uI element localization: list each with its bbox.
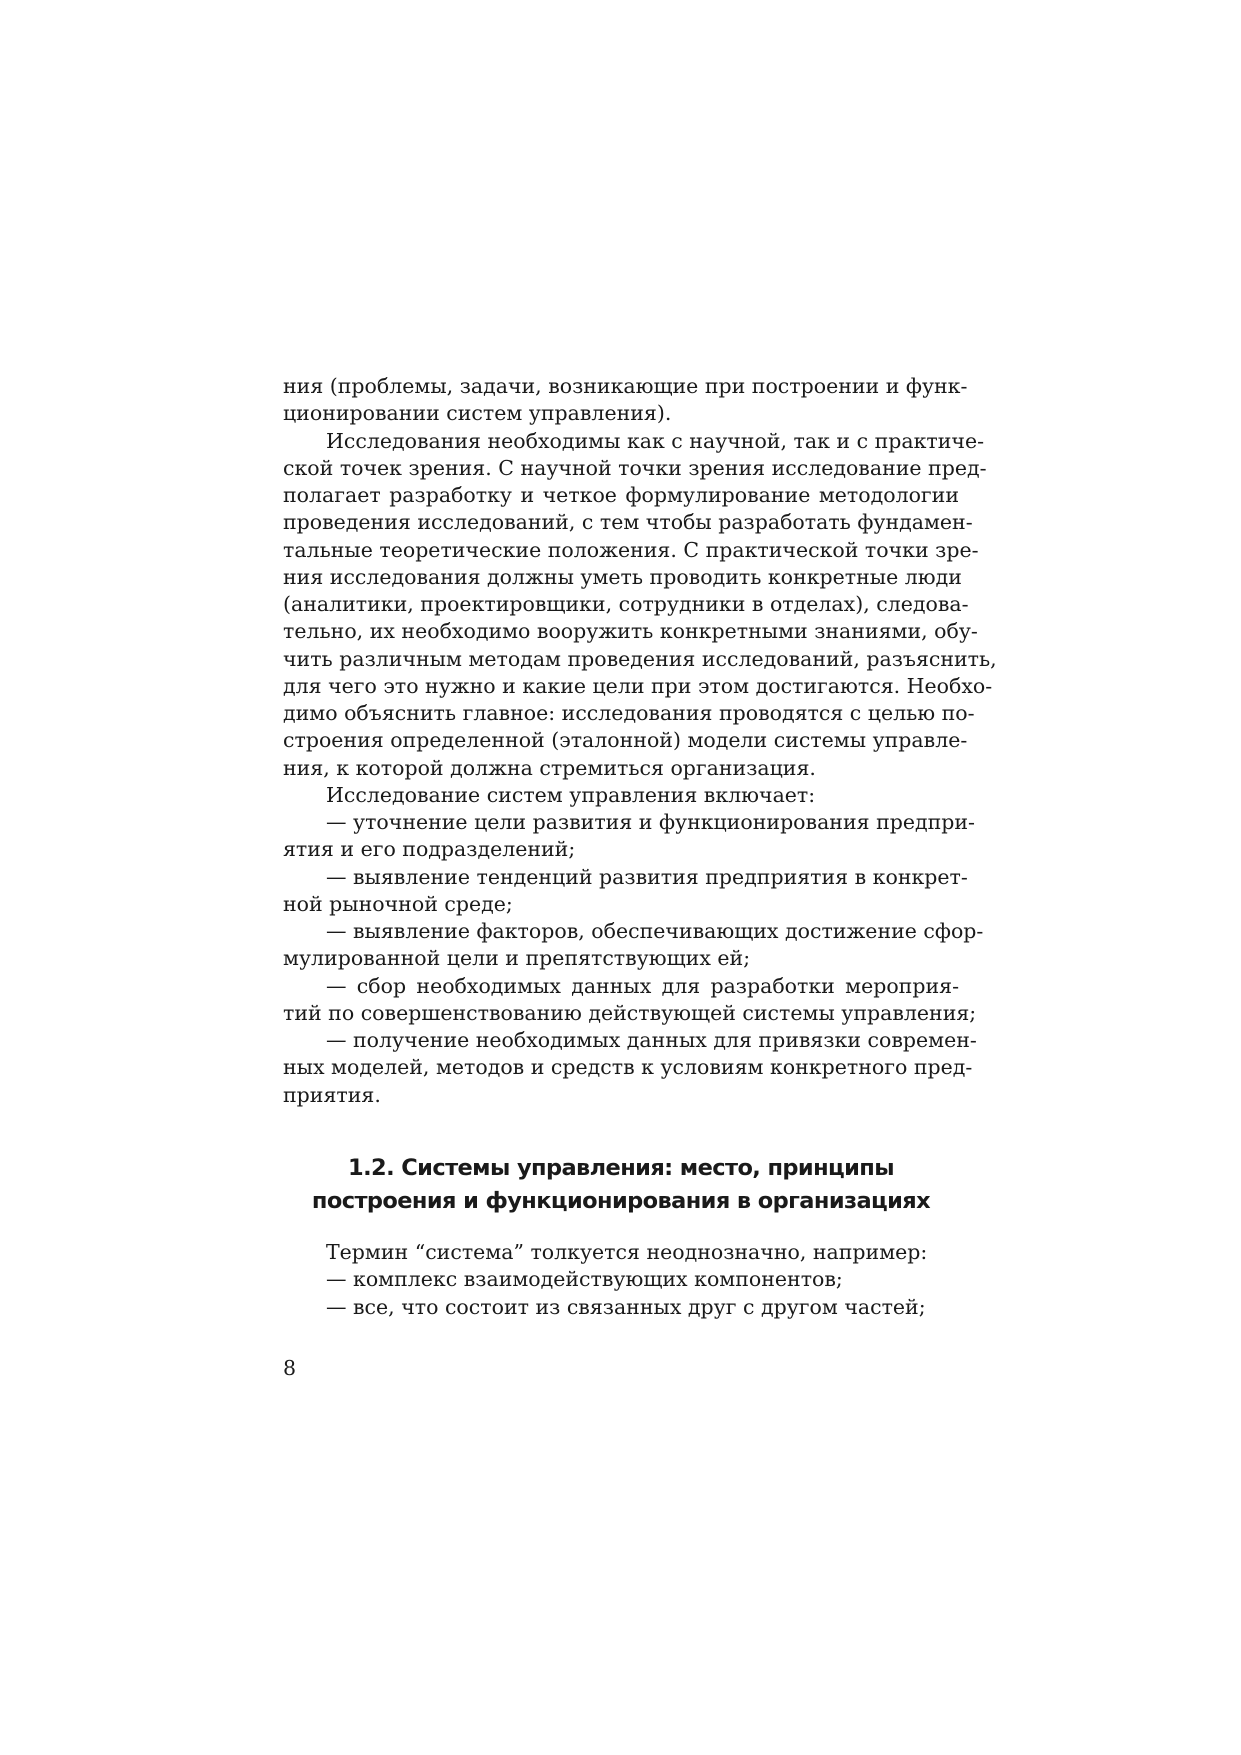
- text-line: Термин “система” толкуется неоднозначно, например:: [326, 1240, 928, 1264]
- text-line: (аналитики, проектировщики, сотрудники в отделах), следова-: [283, 592, 969, 616]
- text-line: димо объяснить главное: исследования проводятся с целью по-: [283, 701, 975, 725]
- text-line: Исследования необходимы как с научной, так и с практиче-: [326, 428, 985, 453]
- text-line: ятия и его подразделений;: [283, 837, 576, 862]
- text-line: проведения исследований, с тем чтобы разработать фундамен-: [283, 510, 973, 535]
- text-line: — сбор необходимых данных для разработки мероприя-: [326, 973, 959, 998]
- text-line: чить различным методам проведения исследований, разъяснить,: [283, 646, 997, 671]
- text-line: ния, к которой должна стремиться организация.: [283, 755, 816, 780]
- body-text-block-1: [283, 373, 997, 1109]
- text-line: ния (проблемы, задачи, возникающие при построении и функ-: [283, 374, 968, 398]
- section-heading-line-1: 1.2. Системы управления: место, принципы: [348, 1155, 894, 1181]
- text-line: ской точек зрения. С научной точки зрения исследование пред-: [283, 455, 987, 480]
- text-line: — все, что состоит из связанных друг с другом частей;: [326, 1294, 926, 1319]
- section-heading: [283, 1152, 959, 1218]
- text-line: тий по совершенствованию действующей системы управления;: [283, 1000, 977, 1025]
- body-text-block-2: [283, 1239, 959, 1321]
- text-line: — выявление тенденций развития предприятия в конкрет-: [326, 864, 968, 889]
- text-line: — получение необходимых данных для привязки современ-: [326, 1028, 977, 1052]
- text-line: ных моделей, методов и средств к условиям конкретного пред-: [283, 1055, 973, 1080]
- text-line: тельно, их необходимо вооружить конкретными знаниями, обу-: [283, 619, 978, 644]
- text-line: ния исследования должны уметь проводить конкретные люди: [283, 564, 962, 589]
- text-line: тальные теоретические положения. С практической точки зре-: [283, 537, 979, 562]
- text-line: приятия.: [283, 1082, 381, 1107]
- section-heading-line-2: построения и функционирования в организациях: [311, 1188, 931, 1214]
- text-line: ционировании систем управления).: [283, 401, 672, 426]
- page-number: 8: [283, 1356, 297, 1380]
- text-line: строения определенной (эталонной) модели системы управле-: [283, 728, 968, 753]
- text-line: Исследование систем управления включает:: [326, 782, 816, 807]
- text-line: ной рыночной среде;: [283, 891, 513, 916]
- text-line: мулированной цели и препятствующих ей;: [283, 946, 751, 971]
- text-line: полагает разработку и четкое формулирование методологии: [283, 483, 959, 507]
- text-line: — уточнение цели развития и функционирования предпри-: [326, 810, 975, 834]
- text-line: — выявление факторов, обеспечивающих достижение сфор-: [326, 919, 984, 943]
- text-line: для чего это нужно и какие цели при этом достигаются. Необхо-: [283, 673, 993, 698]
- text-line: — комплекс взаимодействующих компонентов;: [326, 1267, 843, 1292]
